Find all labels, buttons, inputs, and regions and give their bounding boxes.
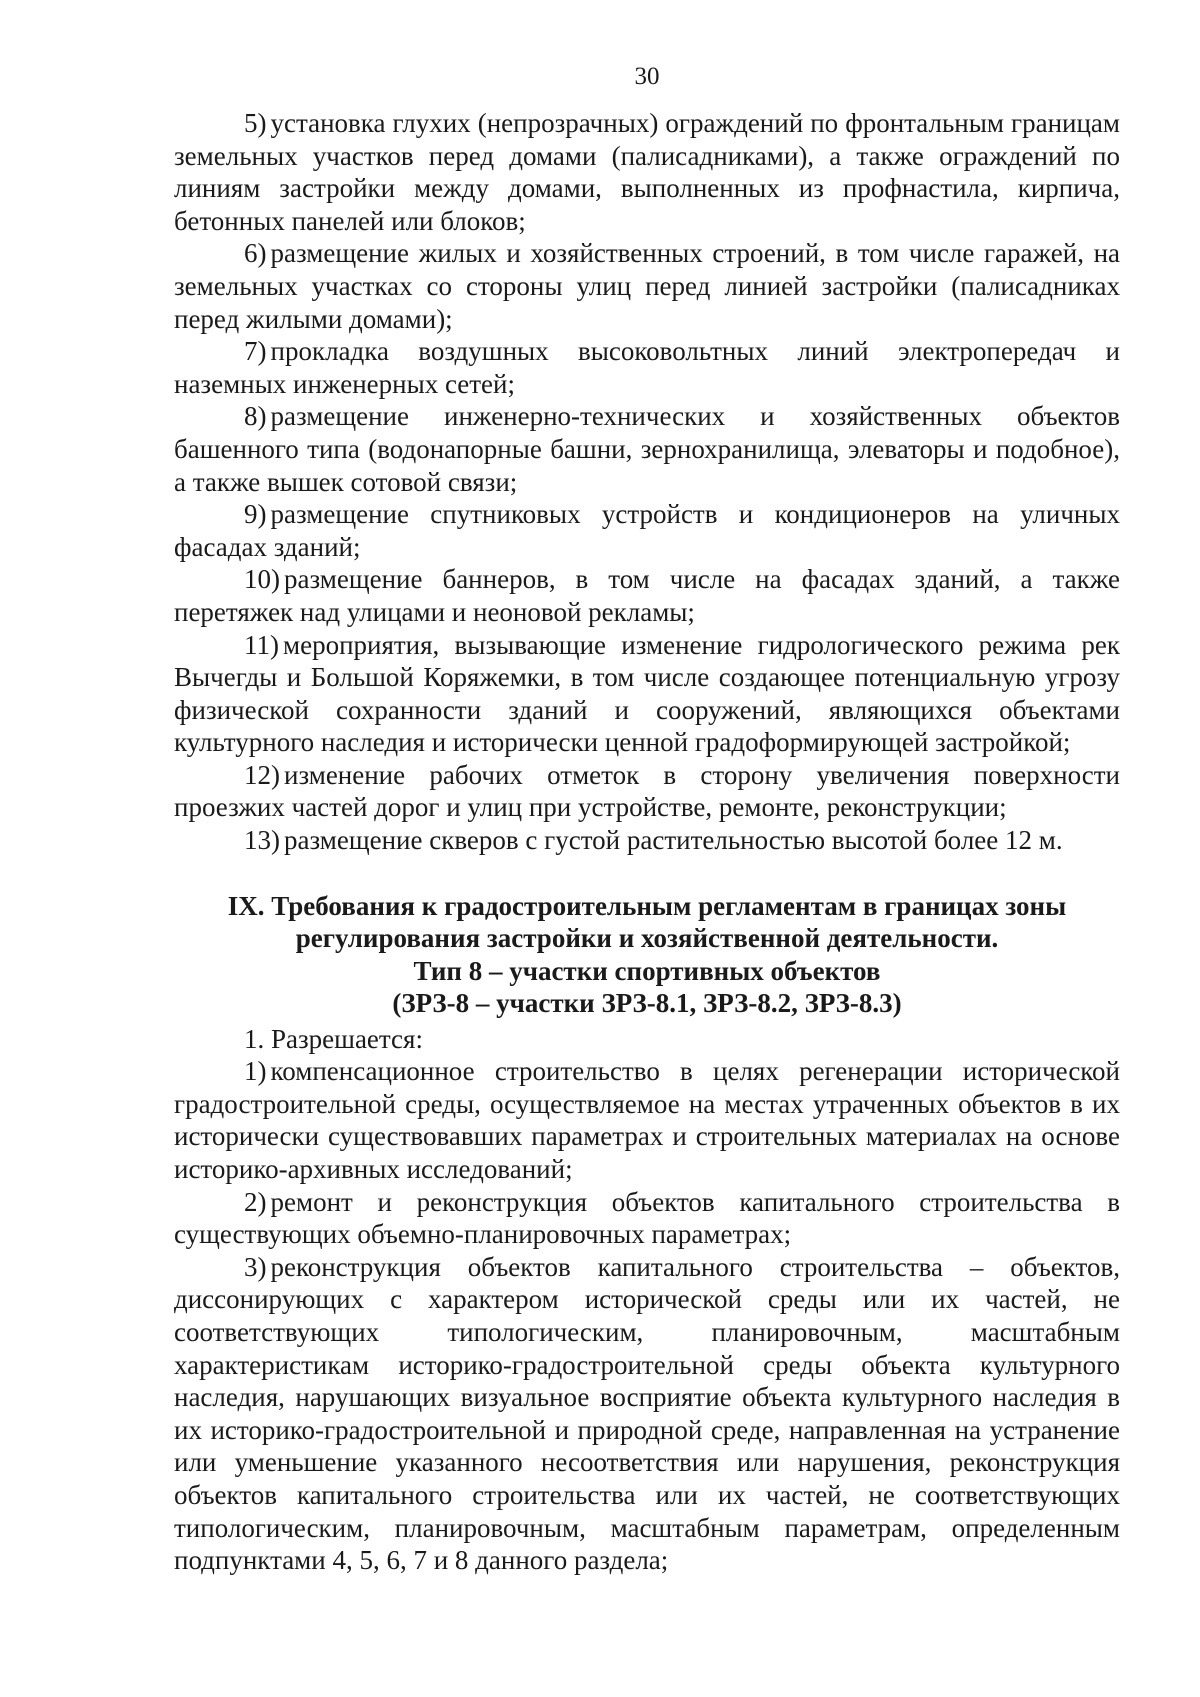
list-item xyxy=(174,824,1120,857)
item-number: 10) xyxy=(244,564,280,595)
item-text: ремонт и реконструкция объектов капитального строительства в существующих объемно-планировочных параметрах; xyxy=(174,1186,1120,1250)
item-text: прокладка воздушных высоковольтных линий электропередач и наземных инженерных сетей; xyxy=(174,336,1120,399)
item-text: размещение спутниковых устройств и кондиционеров на уличных фасадах зданий; xyxy=(174,499,1120,562)
section-heading-line: Тип 8 – участки спортивных объектов xyxy=(413,955,881,986)
item-text: размещение баннеров, в том числе на фасадах зданий, а также перетяжек над улицами и неоновой рекламы; xyxy=(174,564,1120,627)
item-number: 3) xyxy=(244,1251,267,1282)
item-number: 2) xyxy=(244,1186,267,1217)
item-text: реконструкция объектов капитального строительства – объектов, диссонирующих с характером исторической среды или их частей, не соответствующих типологическим, планировочным, масштабным характеристикам историко-градостроительной среды объекта культурного наследия, нарушающих визуальное восприятие объекта культурного наследия в их историко-градостроительной и природной среде, направленная на устранение или уменьшение указанного несоответствия или нарушения, реконструкция объектов капитального строительства или их частей, не соответствующих типологическим, планировочным, масштабным параметрам, определенным подпунктами 4, 5, 6, 7 и 8 данного раздела; xyxy=(174,1251,1120,1576)
item-number: 9) xyxy=(244,499,267,530)
item-text: изменение рабочих отметок в сторону увеличения поверхности проезжих частей дорог и улиц при устройстве, ремонте, реконструкции; xyxy=(174,759,1120,823)
list-item xyxy=(174,1186,1120,1251)
section-heading-line: регулирования застройки и хозяйственной деятельности. xyxy=(295,923,999,954)
item-text: размещение инженерно-технических и хозяйственных объектов башенного типа (водонапорные башни, зернохранилища, элеваторы и подобное), а также вышек сотовой связи; xyxy=(174,401,1120,497)
permitted-label: 1. Разрешается: xyxy=(244,1023,423,1054)
item-text: компенсационное строительство в целях регенерации исторической градостроительной среды, осуществляемое на местах утраченных объектов в их исторически существовавших параметрах и строительных материалах на основе историко-архивных исследований; xyxy=(174,1056,1120,1185)
item-text: установка глухих (непрозрачных) ограждений по фронтальным границам земельных участков перед домами (палисадниками), а также ограждений по линиям застройки между домами, выполненных из профнастила, кирпича, бетонных панелей или блоков; xyxy=(174,108,1120,236)
item-number: 8) xyxy=(244,401,267,432)
list-item xyxy=(174,400,1120,498)
item-text: размещение скверов с густой растительностью высотой более 12 м. xyxy=(284,825,1063,856)
item-number: 13) xyxy=(244,825,280,856)
page-number: 30 xyxy=(634,63,660,90)
list-item xyxy=(174,629,1120,759)
list-item xyxy=(174,237,1120,335)
list-item xyxy=(174,335,1120,400)
item-number: 1) xyxy=(244,1056,267,1087)
section-heading-line: (ЗРЗ-8 – участки ЗРЗ-8.1, ЗРЗ-8.2, ЗРЗ-8.3) xyxy=(392,988,902,1019)
list-item xyxy=(174,1055,1120,1185)
item-number: 12) xyxy=(244,759,280,790)
list-item xyxy=(174,563,1120,628)
list-item xyxy=(174,107,1120,237)
item-number: 5) xyxy=(244,108,267,138)
list-item xyxy=(174,759,1120,824)
list-item xyxy=(174,498,1120,563)
section-heading-line: IX. Требования к градостроительным регламентам в границах зоны xyxy=(227,890,1067,921)
document-page xyxy=(174,62,1120,1577)
item-text: размещение жилых и хозяйственных строений, в том числе гаражей, на земельных участках со стороны улиц перед линией застройки (палисадниках перед жилыми домами); xyxy=(174,238,1120,334)
item-number: 7) xyxy=(244,336,267,367)
prohibited-list xyxy=(174,107,1120,857)
section-heading xyxy=(174,890,1120,1020)
item-number: 11) xyxy=(244,629,279,660)
item-text: мероприятия, вызывающие изменение гидрологического режима рек Вычегды и Большой Коряжемки, в том числе создающее потенциальную угрозу физической сохранности зданий и сооружений, являющихся объектами культурного наследия и исторически ценной градоформирующей застройкой; xyxy=(174,629,1120,758)
item-number: 6) xyxy=(244,238,267,269)
permitted-list xyxy=(174,1055,1120,1577)
list-item xyxy=(174,1251,1120,1577)
